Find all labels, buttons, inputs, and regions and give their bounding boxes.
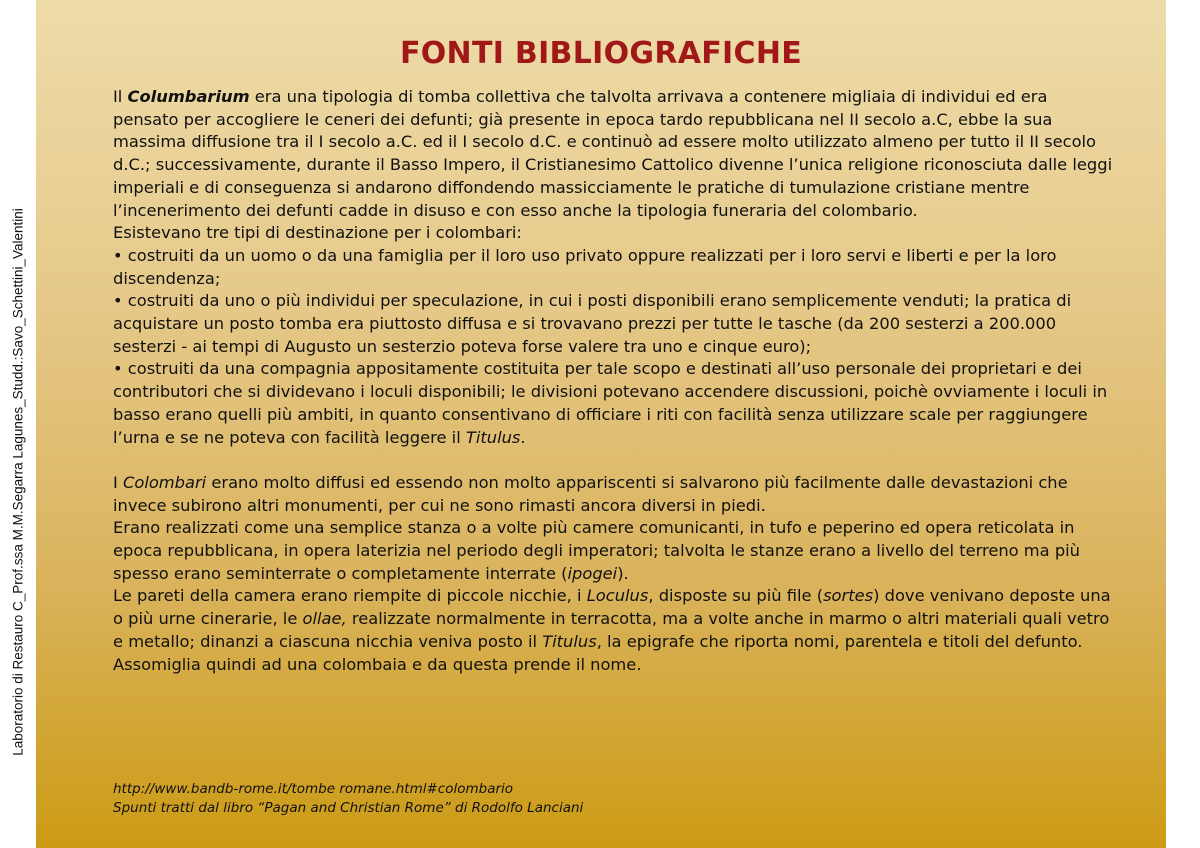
source-url: http://www.bandb-rome.it/tombe romane.html#colombario [113,781,514,797]
intro-start: Il [113,87,128,106]
loculus-term: Loculus [586,586,649,606]
paragraph-construction [113,517,1113,585]
niches-e: , la epigrafe che riporta nomi, parentela e titoli del defunto. [596,631,1083,651]
construction-text: Erano realizzati come una semplice stanza o a volte più camere comunicanti, in tufo e peperino ed opera reticolata in epoca repubblicana, in opera laterizia nel periodo degli imperatori; talvolta le stanze erano a livello del terreno ma più spesso erano seminterrate o completamente interrate ( [113,518,1080,583]
colombari-rest: erano molto diffusi ed essendo non molto appariscenti si salvarono più facilmente dalle devastazioni che invece subirono altri monumenti, per cui ne sono rimasti ancora diversi in piedi. [113,472,1068,515]
titulus-term-2: Titulus [542,631,597,651]
paragraph-intro [113,86,1113,222]
body-text [113,86,1113,676]
niches-d: realizzate normalmente in terracotta, ma a volte anche in marmo o altri materiali quali vetro e metallo; dinanzi a ciascuna nicchia veniva posto il [113,609,1110,651]
construction-end: ). [617,563,629,583]
intro-rest: era una tipologia di tomba collettiva che talvolta arrivava a contenere migliaia di individui ed era pensato per accogliere le ceneri dei defunti; già presente in epoca tardo repubblicana nel II secolo a.C, ebbe la sua massima diffusione tra il I secolo a.C. ed il I secolo d.C. e continuò ad essere molto utilizzato almeno per tutto il II secolo d.C.; successivamente, durante il Basso Impero, il Cristianesimo Cattolico divenne l’unica religione riconosciuta dalle leggi imperiali e di conseguenza si andarono diffondendo massicciamente le pratiche di tumulazione cristiane mentre l’incenerimento dei defunti cadde in disuso e con esso anche la tipologia funeraria del colombario. [113,87,1113,220]
slide [36,0,1166,848]
bullet-3-end: . [520,427,526,447]
niches-a: Le pareti della camera erano riempite di piccole nicchie, i [113,586,587,606]
colombari-term: Colombari [122,472,207,492]
types-intro: Esistevano tre tipi di destinazione per i colombari: [113,223,522,243]
bullet-3-text: • costruiti da una compagnia appositamente costituita per tale scopo e destinati all’uso personale dei proprietari e dei contributori che si dividevano i loculi disponibili; le divisioni potevano accendere discussioni, poichè ovviamente i loculi in basso erano quelli più ambiti, in quanto consentivano di officiare i riti con facilità senza utilizzare scale per raggiungere l’urna e se ne poteva con facilità leggere il [113,359,1108,447]
sources-block [113,780,1113,818]
paragraph-niches [113,585,1113,653]
ollae-term: ollae, [302,609,347,629]
niches-c: ) dove venivano deposte una o più urne cinerarie, le [113,586,1111,629]
paragraph-gap [113,449,1113,472]
bullet-item-3 [113,358,1113,449]
columbarium-term: Columbarium [127,87,250,106]
bullet-item-1: • costruiti da un uomo o da una famiglia per il loro uso privato oppure realizzati per i loro servi e liberti e per la loro discendenza; [113,245,1057,288]
sortes-term: sortes [823,586,874,606]
colombari-start: I [113,472,123,492]
source-book: Spunti tratti dal libro “Pagan and Christian Rome” di Rodolfo Lanciani [113,800,584,816]
page-title: FONTI BIBLIOGRAFICHE [399,36,803,71]
paragraph-colombari [113,472,1113,517]
right-margin [1166,0,1200,848]
side-credit-label: Laboratorio di Restauro C_Prof.ssa M.M.Segarra Lagunes_Studd.:Savo_Schettini_Valentini [10,208,26,756]
niches-b: , disposte su più file ( [648,586,824,606]
paragraph-conclusion: Assomiglia quindi ad una colombaia e da questa prende il nome. [113,654,642,674]
ipogei-term: ipogei [567,563,618,583]
bullet-item-2: • costruiti da uno o più individui per speculazione, in cui i posti disponibili erano semplicemente venduti; la pratica di acquistare un posto tomba era piuttosto diffusa e si trovavano prezzi per tutte le tasche (da 200 sesterzi a 200.000 sesterzi - ai tempi di Augusto un sesterzio poteva forse valere tra uno e cinque euro); [113,291,1072,356]
side-margin [0,0,36,848]
titulus-term: Titulus [465,427,521,447]
